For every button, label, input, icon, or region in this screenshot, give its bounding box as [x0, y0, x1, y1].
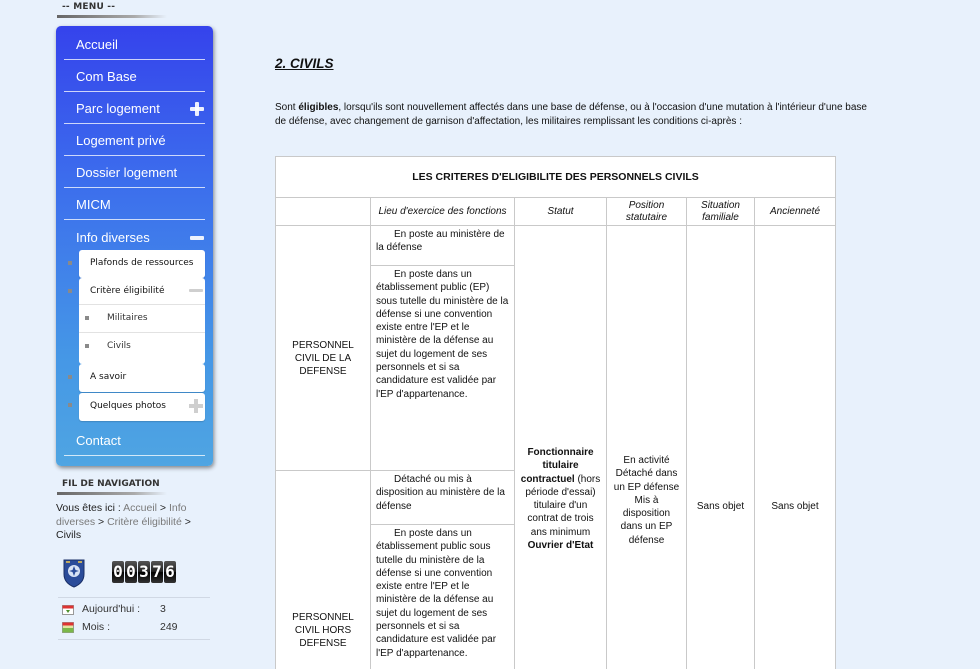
statut-text: (hors période d'essai) titulaire d'un contrat de trois ans minimum: [525, 473, 601, 538]
breadcrumb-link-accueil[interactable]: Accueil: [123, 502, 157, 514]
menu-item-accueil[interactable]: [64, 30, 205, 60]
counter-digit: 7: [152, 562, 162, 581]
menu-item-label: Info diverses: [76, 230, 150, 245]
column-header-lieu: Lieu d'exercice des fonctions: [371, 198, 515, 226]
lieu-cell: En poste dans un établissement public sous tutelle du ministère de la défense si une convention existe entre l'EP et le ministère de la défense au sujet du logement de ses personnels et si sa candidature est validée par l'EP d'appartenance.: [371, 525, 515, 669]
collapse-minus-icon[interactable]: [189, 289, 203, 292]
stat-month: [62, 621, 212, 635]
stat-month-label: Mois :: [82, 621, 111, 633]
menu-title-rule: [57, 15, 167, 18]
situation-cell: Sans objet: [687, 226, 755, 669]
column-header-position: Position statutaire: [607, 198, 687, 226]
stat-today: [62, 603, 212, 617]
submenu-critere-eligibilite[interactable]: Critère éligibilité: [90, 286, 165, 296]
breadcrumb-link-critere[interactable]: Critère éligibilité: [107, 515, 182, 528]
lieu-cell: Détaché ou mis à disposition au ministère de la défense: [371, 471, 515, 525]
menu-item-info-diverses[interactable]: [64, 223, 205, 253]
main-menu: [56, 26, 213, 466]
bullet-icon: [68, 375, 72, 379]
stat-month-value: 249: [160, 621, 178, 633]
stats-divider: [58, 597, 210, 598]
intro-text-before: Sont: [275, 102, 299, 113]
fil-navigation-rule: [57, 492, 167, 495]
bullet-icon: [68, 261, 72, 265]
category-civil-hors-defense: PERSONNEL CIVIL HORS DEFENSE: [276, 471, 371, 669]
menu-item-label: MICM: [76, 197, 111, 212]
bullet-icon: [68, 289, 72, 293]
breadcrumb-separator: >: [159, 502, 167, 514]
submenu-critere-eligibilite-group: [79, 278, 205, 364]
collapse-minus-icon[interactable]: [190, 236, 204, 240]
menu-item-parc-logement[interactable]: [64, 94, 205, 124]
bullet-icon: [68, 403, 72, 407]
breadcrumb-separator: >: [184, 515, 191, 528]
statut-bold: Ouvrier d'Etat: [527, 540, 594, 552]
submenu-militaires[interactable]: Militaires: [107, 313, 148, 323]
breadcrumb: [56, 502, 206, 543]
defense-emblem-icon: [61, 558, 87, 588]
breadcrumb-current: Civils: [56, 529, 82, 541]
column-header-situation: Situation familiale: [687, 198, 755, 226]
table-row: [276, 226, 836, 266]
intro-text-bold: éligibles: [298, 102, 339, 113]
counter-digit: 3: [139, 562, 149, 581]
intro-text-after: , lorsqu'ils sont nouvellement affectés dans une base de défense, ou à l'occasion d'une mutation à l'intérieur d'une base de défense, avec changement de garnison d'affectation, les militaires remplissant les conditions ci-après :: [275, 102, 867, 127]
menu-item-label: Parc logement: [76, 101, 160, 116]
breadcrumb-separator: >: [98, 515, 105, 528]
submenu-civils[interactable]: Civils: [107, 341, 131, 351]
submenu-quelques-photos[interactable]: [79, 393, 205, 421]
counter-digit: 0: [126, 562, 136, 581]
lieu-cell: En poste dans un établissement public (EP) sous tutelle du ministère de la défense si une convention existe entre l'EP et le ministère de la défense au sujet du logement de ses personnels et si sa candidature est validée par l'EP d'appartenance.: [371, 266, 515, 471]
column-header-empty: [276, 198, 371, 226]
stat-today-value: 3: [160, 603, 166, 615]
menu-item-contact[interactable]: [64, 426, 205, 456]
anciennete-cell: Sans objet: [755, 226, 836, 669]
statut-bold: Fonctionnaire titulaire contractuel: [520, 447, 594, 485]
lieu-cell: En poste au ministère de la défense: [371, 226, 515, 266]
fil-navigation-title: FIL DE NAVIGATION: [62, 479, 160, 489]
submenu-plafonds-ressources[interactable]: Plafonds de ressources: [79, 250, 205, 278]
menu-item-label: Com Base: [76, 69, 137, 84]
submenu-a-savoir[interactable]: A savoir: [79, 364, 205, 392]
counter-digit: 0: [113, 562, 123, 581]
stats-divider: [58, 639, 210, 640]
column-header-anciennete: Ancienneté: [755, 198, 836, 226]
expand-plus-icon[interactable]: [190, 102, 204, 116]
counter-digit: 6: [165, 562, 175, 581]
menu-item-label: Logement privé: [76, 133, 166, 148]
calendar-day-icon: [62, 604, 74, 615]
menu-item-label: Dossier logement: [76, 165, 178, 180]
menu-item-dossier-logement[interactable]: [64, 158, 205, 188]
menu-item-logement-prive[interactable]: [64, 126, 205, 156]
intro-paragraph: [275, 101, 875, 129]
breadcrumb-prefix: Vous êtes ici :: [56, 502, 121, 514]
stat-today-label: Aujourd'hui :: [82, 603, 141, 615]
calendar-month-icon: [62, 622, 74, 633]
visit-counter: [112, 561, 176, 583]
column-header-statut: Statut: [515, 198, 607, 226]
submenu-label: Quelques photos: [90, 401, 166, 411]
menu-item-label: Contact: [76, 433, 121, 448]
menu-item-com-base[interactable]: [64, 62, 205, 92]
expand-plus-icon[interactable]: [189, 399, 203, 413]
position-cell: En activité Détaché dans un EP défense Mis à disposition dans un EP défense: [607, 226, 687, 669]
statut-cell: [515, 226, 607, 669]
breadcrumb-link-info-diverses[interactable]: Info diverses: [56, 502, 187, 528]
page-title: 2. CIVILS: [275, 56, 334, 71]
category-civil-defense: PERSONNEL CIVIL DE LA DEFENSE: [276, 226, 371, 471]
menu-item-micm[interactable]: [64, 190, 205, 220]
criteria-table: [275, 156, 836, 669]
table-caption: LES CRITERES D'ELIGIBILITE DES PERSONNELS CIVILS: [276, 157, 836, 198]
menu-title: -- MENU --: [62, 2, 116, 12]
menu-item-label: Accueil: [76, 37, 118, 52]
